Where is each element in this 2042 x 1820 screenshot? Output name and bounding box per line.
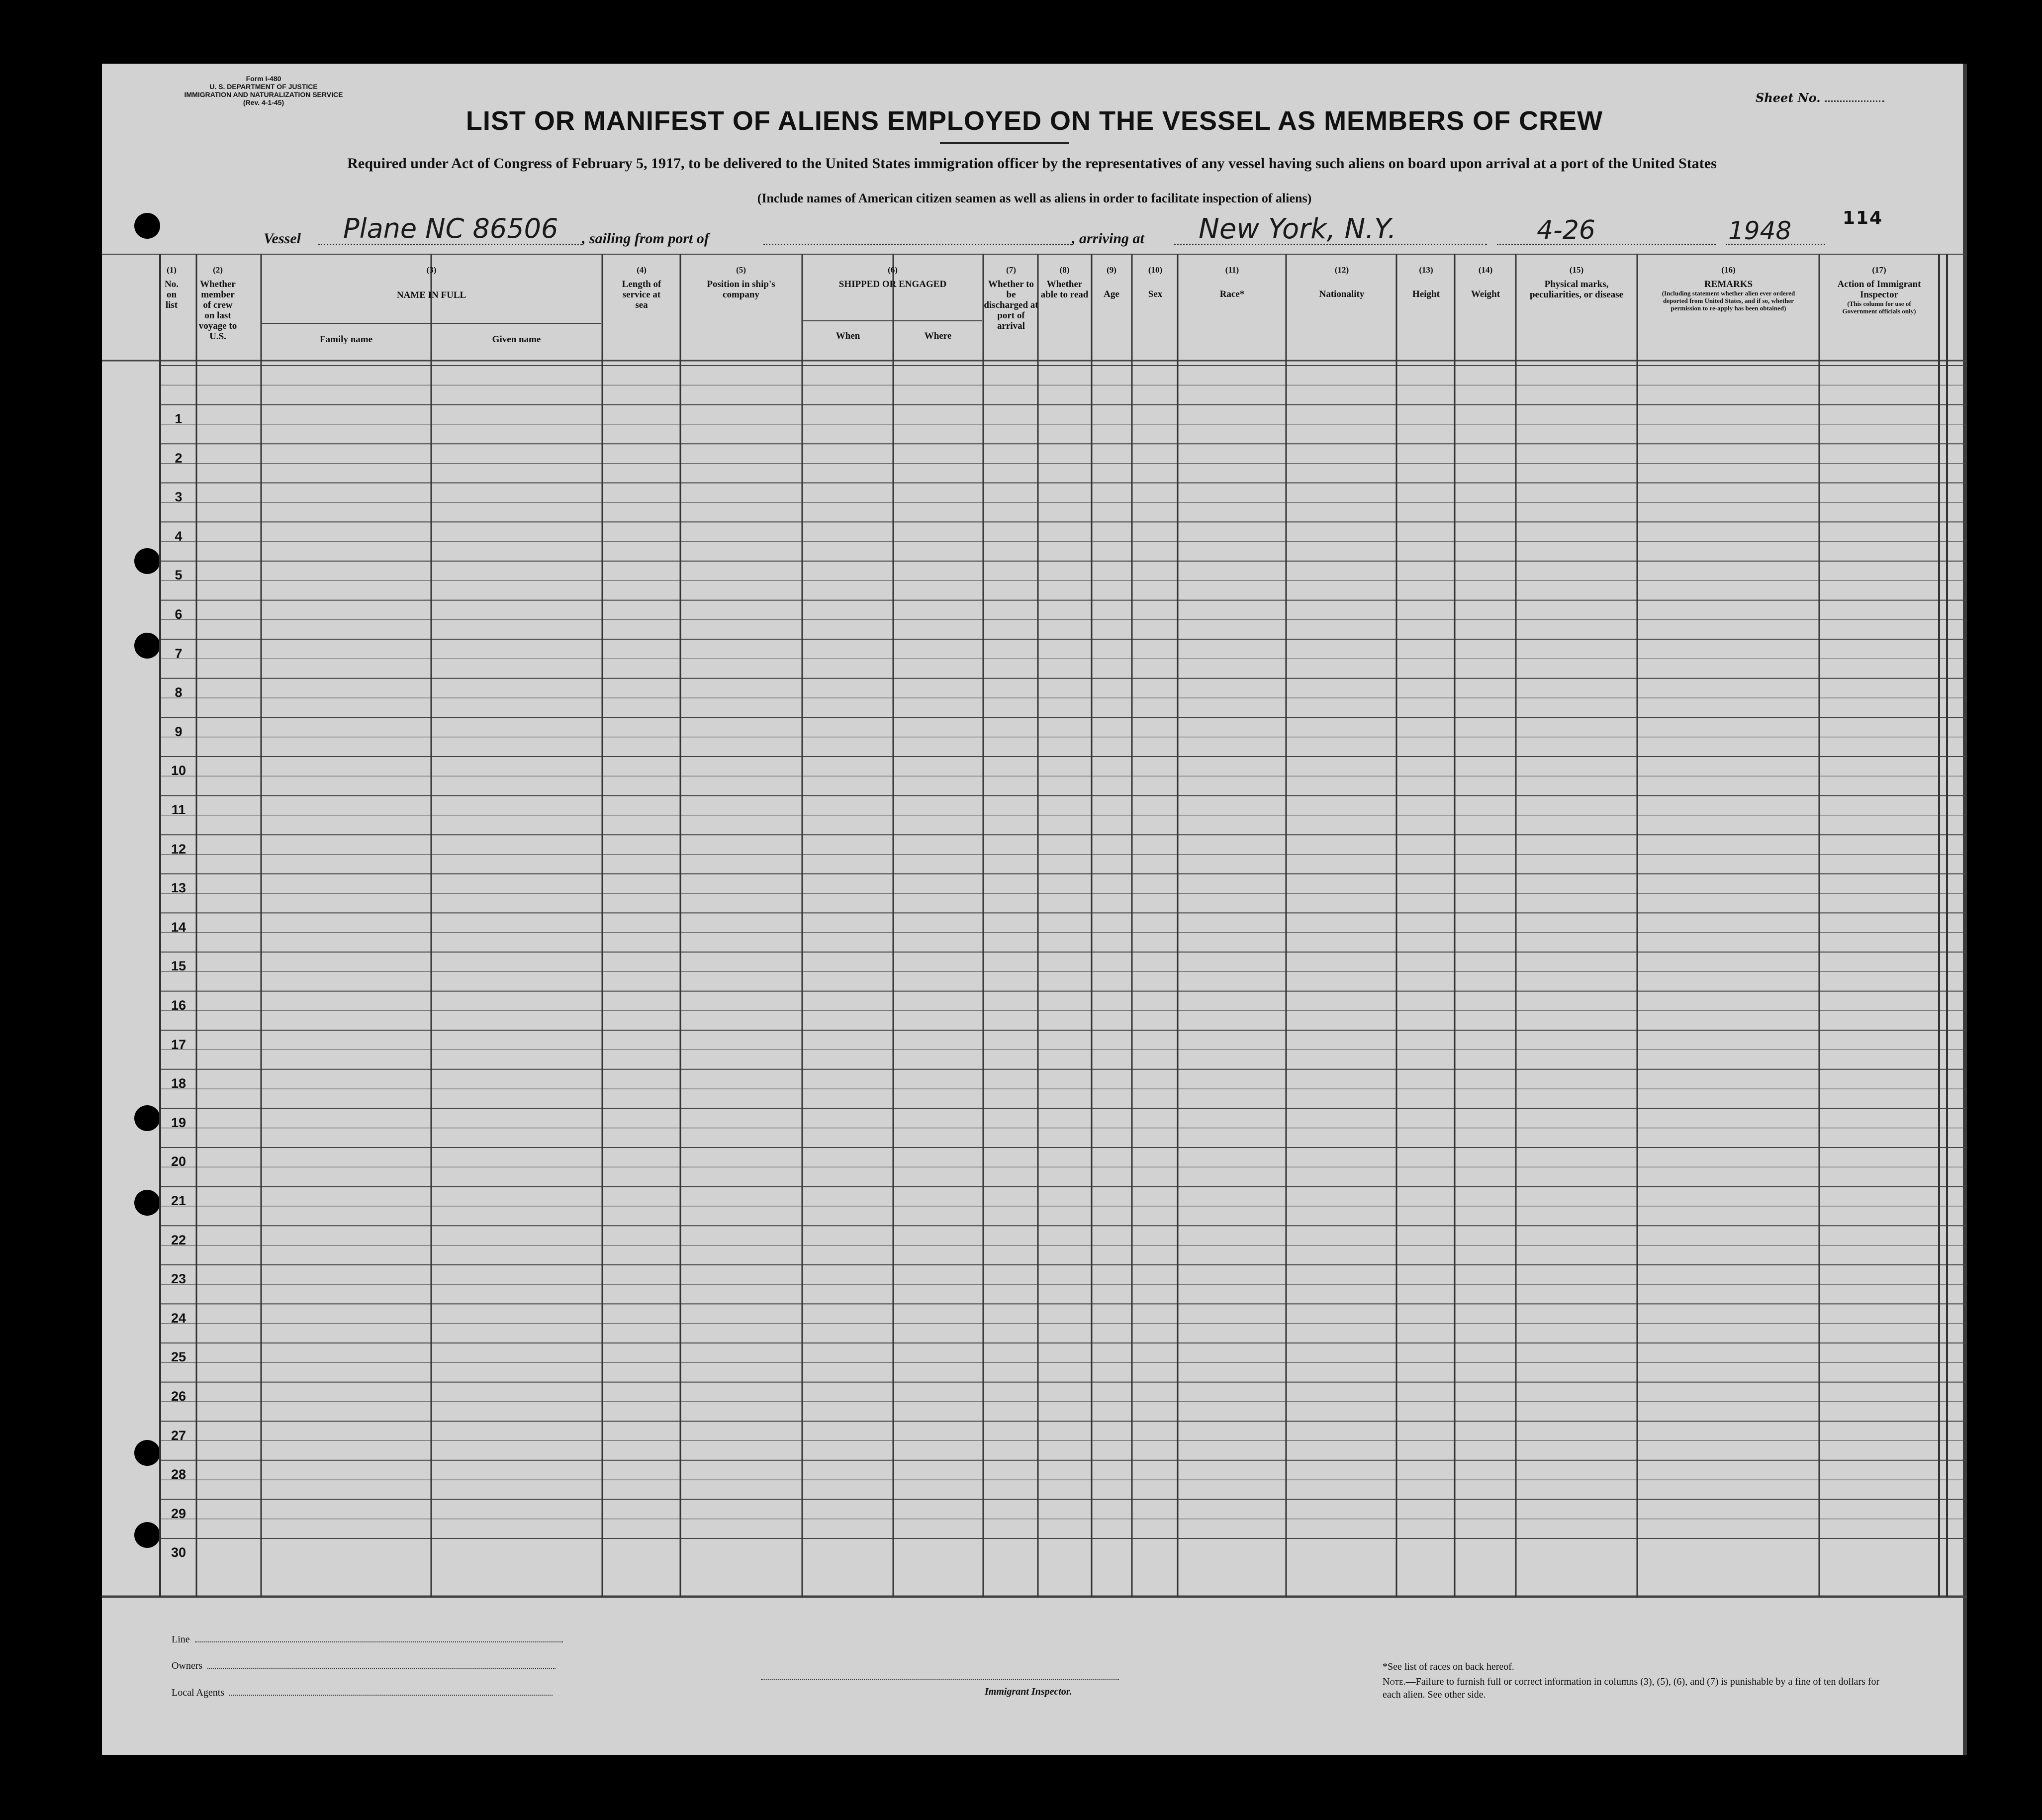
races-note: *See list of races on back hereof. bbox=[1383, 1661, 1514, 1672]
include-note: (Include names of American citizen seamen as well as aliens in order to facilitate inspection of aliens) bbox=[757, 191, 1312, 205]
row-number: 13 bbox=[171, 880, 186, 896]
col-1-header: (1) No. on list bbox=[165, 265, 179, 310]
col-3-header: (3) NAME IN FULL bbox=[396, 265, 466, 300]
row-number: 10 bbox=[171, 763, 186, 778]
row-number: 1 bbox=[175, 411, 183, 426]
col-9-header: (9) Age bbox=[1104, 265, 1119, 299]
local-agents-label: Local Agents bbox=[172, 1687, 225, 1698]
row-number: 6 bbox=[175, 607, 183, 622]
inspector-signature-line bbox=[761, 1679, 1119, 1680]
col-17-header: (17) Action of Immigrant Inspector (This column for use of Government officials only) bbox=[1837, 265, 1921, 315]
arrival-port-handwritten: New York, N.Y. bbox=[1199, 213, 1396, 245]
col-11-header: (11) Race* bbox=[1219, 265, 1245, 299]
row-number: 18 bbox=[171, 1076, 186, 1091]
sailing-label: , sailing from port of bbox=[582, 230, 709, 247]
penalty-note: Note.—Failure to furnish full or correct information in columns (3), (5), (6), and (7) is punishable by a fine of ten dollars for each alien. See other side. bbox=[1383, 1676, 1880, 1700]
department-name: U. S. DEPARTMENT OF JUSTICE bbox=[209, 83, 318, 91]
title-underline bbox=[940, 142, 1069, 144]
shipped-where-header: Where bbox=[924, 331, 952, 341]
col-14-header: (14) Weight bbox=[1471, 265, 1500, 299]
row-number: 21 bbox=[171, 1193, 186, 1208]
arriving-label: , arriving at bbox=[1072, 230, 1144, 247]
col-12-header: (12) Nationality bbox=[1319, 265, 1365, 299]
col-15-header: (15) Physical marks, peculiarities, or disease bbox=[1529, 265, 1624, 300]
row-number: 26 bbox=[171, 1389, 186, 1404]
row-number: 8 bbox=[175, 685, 183, 700]
col-4-header: (4) Length of service at sea bbox=[622, 265, 661, 310]
sheet-number-field bbox=[1756, 91, 1884, 105]
row-number: 16 bbox=[171, 998, 186, 1013]
row-number: 12 bbox=[171, 841, 186, 857]
vessel-handwritten: Plane NC 86506 bbox=[343, 213, 558, 244]
local-agents-field bbox=[172, 1687, 553, 1699]
col-13-header: (13) Height bbox=[1412, 265, 1440, 299]
given-name-header: Given name bbox=[492, 334, 541, 345]
row-number: 9 bbox=[175, 724, 183, 739]
sailing-port-field bbox=[763, 244, 1072, 245]
col-6-header: (6) SHIPPED OR ENGAGED bbox=[838, 265, 947, 289]
row-number: 17 bbox=[171, 1037, 186, 1052]
row-number: 20 bbox=[171, 1154, 186, 1169]
row-number: 19 bbox=[171, 1115, 186, 1130]
row-number: 30 bbox=[171, 1545, 186, 1560]
row-number: 3 bbox=[175, 489, 183, 505]
row-number: 22 bbox=[171, 1232, 186, 1247]
owners-label: Owners bbox=[172, 1660, 203, 1671]
row-number: 2 bbox=[175, 450, 183, 466]
sheet-number-label: Sheet No. bbox=[1756, 91, 1821, 105]
row-number: 27 bbox=[171, 1428, 186, 1443]
col-8-header: (8) Whether able to read bbox=[1040, 265, 1089, 300]
shipped-when-header: When bbox=[835, 331, 860, 341]
family-name-header: Family name bbox=[319, 334, 373, 345]
form-number: Form I-480 bbox=[246, 75, 281, 83]
col-7-header: (7) Whether to be discharged at port of arrival bbox=[984, 265, 1038, 331]
line-label: Line bbox=[172, 1634, 190, 1645]
col-10-header: (10) Sex bbox=[1148, 265, 1163, 299]
form-identifier bbox=[169, 75, 358, 106]
row-number: 25 bbox=[171, 1349, 186, 1365]
row-number: 29 bbox=[171, 1506, 186, 1521]
page-stamp-number: 114 bbox=[1843, 208, 1883, 228]
form-revision: (Rev. 4-1-45) bbox=[243, 98, 284, 106]
row-number: 24 bbox=[171, 1310, 186, 1326]
row-number: 5 bbox=[175, 568, 183, 583]
form-title: LIST OR MANIFEST OF ALIENS EMPLOYED ON THE VESSEL AS MEMBERS OF CREW bbox=[465, 106, 1603, 136]
row-number: 7 bbox=[175, 646, 183, 661]
row-number: 14 bbox=[171, 919, 186, 935]
row-number: 28 bbox=[171, 1467, 186, 1482]
row-number: 4 bbox=[175, 528, 183, 544]
col-16-header: (16) REMARKS (Including statement whether alien ever ordered deported from United States, and if so, whether permission to re-apply has been obtained) bbox=[1662, 265, 1795, 312]
vessel-label: Vessel bbox=[264, 230, 301, 247]
requirement-text: Required under Act of Congress of February 5, 1917, to be delivered to the United States immigration officer by the representatives of any vessel having such aliens on board upon arrival at a port of the United States bbox=[347, 155, 1717, 172]
table-grid bbox=[102, 254, 1967, 1602]
row-number: 11 bbox=[171, 802, 186, 817]
service-name: IMMIGRATION AND NATURALIZATION SERVICE bbox=[184, 91, 343, 98]
row-number: 23 bbox=[171, 1271, 186, 1287]
line-field bbox=[172, 1634, 563, 1645]
col-5-header: (5) Position in ship's company bbox=[707, 265, 775, 300]
crew-manifest-table bbox=[102, 254, 1967, 1602]
arrival-year-handwritten: 1948 bbox=[1728, 216, 1792, 245]
row-number: 15 bbox=[171, 958, 186, 974]
binder-hole bbox=[134, 213, 160, 239]
inspector-label: Immigrant Inspector. bbox=[985, 1686, 1072, 1697]
arrival-date-handwritten: 4-26 bbox=[1537, 215, 1596, 245]
owners-field bbox=[172, 1660, 556, 1672]
col-2-header: (2) Whether member of crew on last voyage to U.S. bbox=[198, 265, 237, 342]
